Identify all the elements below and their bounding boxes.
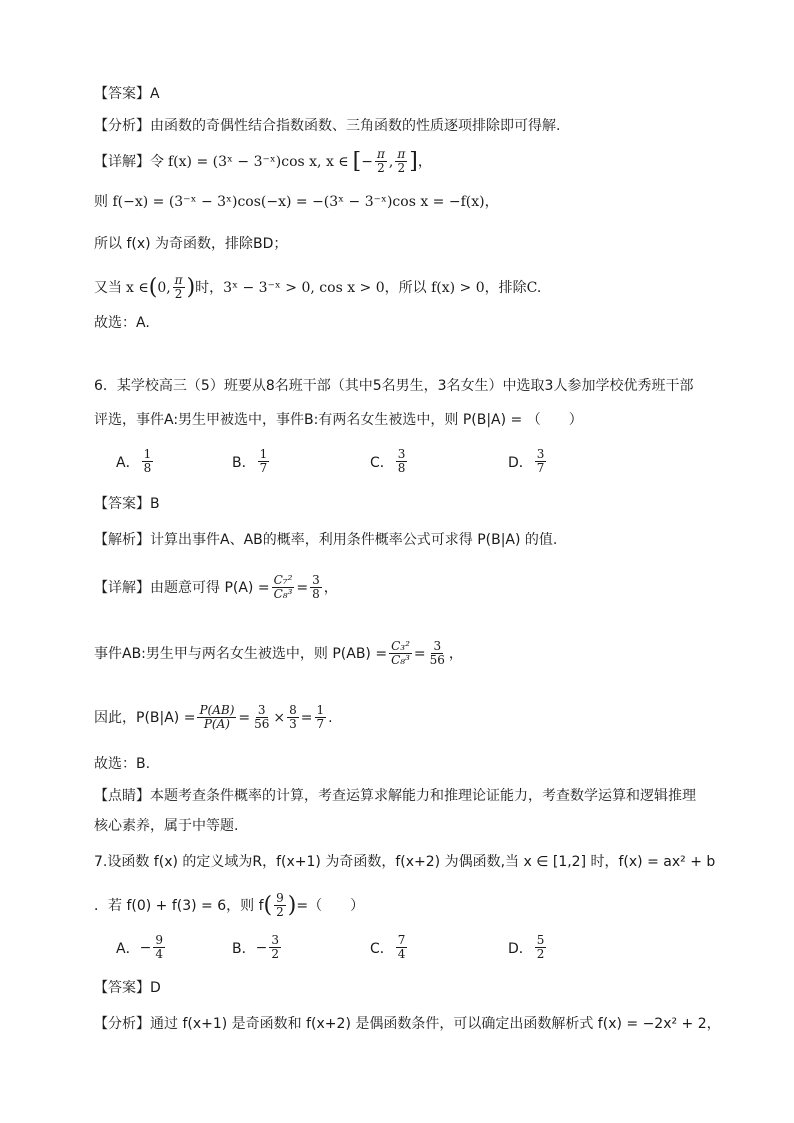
- fraction: $\frac{8}{3}$: [289, 703, 297, 731]
- fraction: $\frac{9}{4}$: [155, 933, 163, 961]
- fraction: $\frac{3}{8}$: [312, 573, 320, 601]
- fraction: $\frac{\text{C₇²}}{\text{C₈³}}$: [273, 573, 293, 601]
- fraction: $\frac{9}{2}$: [276, 891, 284, 919]
- q7-option-c: C． $\frac{7}{4}$: [370, 933, 406, 961]
- q5-analysis: 【分析】由函数的奇偶性结合指数函数、三角函数的性质逐项排除即可得解.: [94, 118, 561, 134]
- fraction: $\frac{5}{2}$: [536, 933, 545, 961]
- q6-option-a: A． $\frac{1}{8}$: [116, 447, 152, 475]
- fraction: $\frac{3}{8}$: [397, 447, 406, 475]
- fraction: $\frac{1}{8}$: [143, 447, 152, 475]
- q6-conclusion: 故选：B.: [94, 756, 151, 772]
- fraction: $\frac{3}{56}$: [429, 639, 445, 667]
- q6-comment-line2: 核心素养，属于中等题.: [94, 818, 239, 834]
- q7-analysis: 【分析】通过 f(x+1) 是奇函数和 f(x+2) 是偶函数条件，可以确定出函数解析式 f(x) = −2x² + 2，: [94, 1016, 721, 1032]
- fraction: $\frac{\pi}{2}$: [174, 273, 183, 301]
- q5-detail-line1: 【详解】 令 f(x) = (3ˣ − 3⁻ˣ)cos x, x ∈ [ − $\frac{\pi}{2}$ , $\frac{\pi}{2}$ ] ，: [94, 147, 432, 175]
- q7-option-d: D． $\frac{5}{2}$: [508, 933, 545, 961]
- q5-conclusion: 故选：A.: [94, 315, 150, 331]
- fraction: $\frac{\pi}{2}$: [397, 147, 406, 175]
- fraction: $\frac{1}{7}$: [316, 703, 325, 731]
- q5-detail-line2: 则 f(−x) = (3⁻ˣ − 3ˣ)cos(−x) = −(3ˣ − 3⁻ˣ)cos x = −f(x)，: [94, 194, 499, 210]
- fraction: $\frac{7}{4}$: [397, 933, 406, 961]
- q6-answer: 【答案】B: [94, 496, 160, 512]
- fraction: $\frac{1}{7}$: [259, 447, 268, 475]
- q6-analysis: 【解析】计算出事件A、AB的概率，利用条件概率公式可求得 P(B|A) 的值.: [94, 532, 558, 548]
- q6-comment-line1: 【点睛】本题考查条件概率的计算，考查运算求解能力和推理论证能力，考查数学运算和逻辑推理: [94, 788, 696, 804]
- q7-option-a: A． − $\frac{9}{4}$: [116, 933, 163, 961]
- fraction: $\frac{3}{2}$: [271, 933, 279, 961]
- q5-detail-line4: 又当 x ∈ ( 0, $\frac{\pi}{2}$ ) 时，3ˣ − 3⁻ˣ > 0, cos x > 0，所以 f(x) > 0，排除C.: [94, 273, 542, 301]
- q7-stem-line2: ．若 f(0) + f(3) = 6，则 f ( $\frac{9}{2}$ ) =（ ）: [94, 891, 365, 919]
- q5-answer: 【答案】A: [94, 86, 160, 102]
- fraction: $\frac{3}{56}$: [254, 703, 270, 731]
- q5-detail-line3: 所以 f(x) 为奇函数，排除BD；: [94, 236, 288, 252]
- q6-option-c: C． $\frac{3}{8}$: [370, 447, 406, 475]
- q6-option-d: D． $\frac{3}{7}$: [508, 447, 545, 475]
- q6-option-b: B． $\frac{1}{7}$: [232, 447, 268, 475]
- fraction: $\frac{\pi}{2}$: [377, 147, 385, 175]
- q6-detail-line3: 因此，P(B|A) = $\frac{P(AB)}{P(A)}$ = $\frac{3}{56}$ × $\frac{8}{3}$ = $\frac{1}{7}$ .: [94, 703, 333, 731]
- fraction: $\frac{3}{7}$: [536, 447, 545, 475]
- q6-detail-line1: 【详解】 由题意可得 P(A) = $\frac{\text{C₇²}}{\text{C₈³}}$ = $\frac{3}{8}$ ，: [94, 573, 338, 601]
- q7-option-b: B． − $\frac{3}{2}$: [232, 933, 279, 961]
- q6-detail-line2: 事件AB:男生甲与两名女生被选中，则 P(AB) = $\frac{\text{C₃²}}{\text{C₈³}}$ = $\frac{3}{56}$ ，: [94, 639, 463, 667]
- q6-stem-line2: 评选，事件A:男生甲被选中，事件B:有两名女生被选中，则 P(B|A) = （ ）: [94, 412, 583, 428]
- fraction: $\frac{P(AB)}{P(A)}$: [199, 703, 235, 731]
- q7-answer: 【答案】D: [94, 980, 161, 996]
- q7-stem-line1: 7.设函数 f(x) 的定义域为R，f(x+1) 为奇函数，f(x+2) 为偶函数,当 x ∈ [1,2] 时，f(x) = ax² + b: [94, 854, 716, 870]
- fraction: $\frac{\text{C₃²}}{\text{C₈³}}$: [391, 639, 410, 667]
- q6-stem-line1: 6．某学校高三（5）班要从8名班干部（其中5名男生，3名女生）中选取3人参加学校优秀班干部: [94, 378, 694, 394]
